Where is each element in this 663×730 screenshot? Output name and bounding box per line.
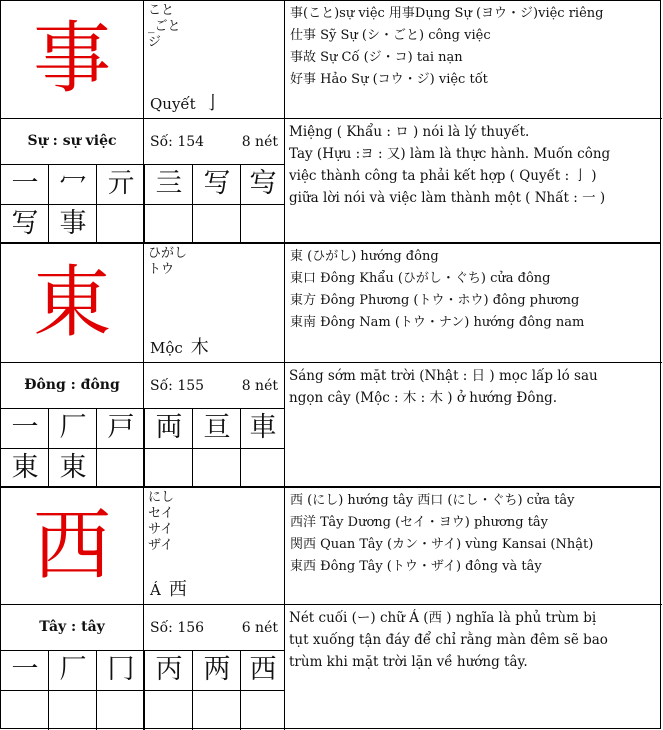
stroke-order-step: 亖 bbox=[155, 168, 183, 199]
vocabulary-list bbox=[285, 1, 662, 118]
stroke-order-step: 㝍 bbox=[249, 168, 277, 199]
stroke-count: 8 nét bbox=[241, 377, 278, 394]
stroke-order-step: 亓 bbox=[107, 168, 135, 199]
stroke-order-step: 事 bbox=[59, 208, 87, 239]
stroke-order-step: 戸 bbox=[107, 412, 135, 443]
mnemonic-explanation bbox=[285, 119, 662, 244]
radical-char: 亅 bbox=[203, 93, 222, 114]
reading-line: ジ bbox=[148, 35, 162, 50]
stroke-order-step: 一 bbox=[11, 168, 39, 199]
explanation-line: Sáng sớm mặt trời (Nhật : 日 ) mọc lấp ló sau bbox=[289, 368, 598, 384]
radical-label: Mộc bbox=[150, 339, 183, 357]
stroke-order-step: 亘 bbox=[203, 412, 231, 443]
vocab-line: 東方 Đông Phương (トウ・ホウ) đông phương bbox=[290, 293, 580, 308]
stroke-order-step: 写 bbox=[203, 168, 231, 199]
kanji-meaning: Sự : sự việc bbox=[27, 133, 117, 149]
kanji-character: 事 bbox=[32, 14, 111, 104]
explanation-line: giữa lời nói và việc làm thành một ( Nhất : 一 ) bbox=[289, 190, 606, 206]
radical bbox=[150, 93, 222, 114]
reading-line: こと bbox=[148, 3, 175, 18]
vocab-line: 東口 Đông Khẩu (ひがし・ぐち) cửa đông bbox=[290, 271, 551, 286]
kanji-number-row bbox=[144, 363, 284, 408]
stroke-order-step: 两 bbox=[203, 654, 231, 685]
vocab-line: 西洋 Tây Dương (セイ・ヨウ) phương tây bbox=[290, 515, 549, 530]
kanji-readings bbox=[144, 488, 284, 604]
reading-line: _ごと bbox=[148, 19, 181, 34]
radical bbox=[150, 579, 187, 600]
stroke-order-step: 厂 bbox=[59, 412, 87, 443]
kanji-readings bbox=[144, 244, 284, 362]
stroke-order-step: 東 bbox=[59, 452, 87, 483]
stroke-order-step: 西 bbox=[249, 654, 277, 685]
stroke-order-step: 冂 bbox=[107, 654, 135, 685]
stroke-order-step: 丙 bbox=[155, 654, 183, 685]
vocab-line: 仕事 Sỹ Sự (シ・ごと) công việc bbox=[290, 28, 491, 43]
explanation-line: việc thành công ta phải kết hợp ( Quyết : 亅 ) bbox=[289, 168, 597, 184]
vocab-line: 東西 Đông Tây (トウ・ザイ) đông và tây bbox=[290, 559, 542, 574]
stroke-order-step: 写 bbox=[11, 208, 39, 239]
vocab-line: 事(こと)sự việc 用事Dụng Sự (ヨウ・ジ)việc riêng bbox=[290, 6, 604, 21]
kanji-block bbox=[0, 487, 661, 729]
kanji-number: Số: 155 bbox=[150, 377, 205, 394]
vocab-line: 事故 Sự Cố (ジ・コ) tai nạn bbox=[290, 50, 463, 65]
divider bbox=[1, 690, 285, 691]
stroke-order-step: 厂 bbox=[59, 654, 87, 685]
explanation-line: Tay (Hựu :ヨ : 又) làm là thực hành. Muốn công bbox=[289, 146, 611, 162]
reading-line: ひがし bbox=[148, 246, 188, 261]
kanji-meaning: Tây : tây bbox=[39, 619, 105, 635]
explanation-line: Nét cuối (ー) chữ Á (西 ) nghĩa là phủ trùm bị bbox=[289, 610, 597, 626]
kanji-number: Số: 154 bbox=[150, 133, 205, 150]
kanji-block bbox=[0, 243, 661, 487]
stroke-count: 6 nét bbox=[241, 619, 278, 636]
reading-line: ザイ bbox=[148, 538, 174, 553]
reading-line: にし bbox=[148, 490, 175, 505]
vocabulary-list bbox=[285, 488, 662, 604]
reading-line: サイ bbox=[148, 522, 174, 537]
kanji-character: 東 bbox=[32, 258, 111, 348]
kanji-number: Số: 156 bbox=[150, 619, 205, 636]
radical bbox=[150, 337, 209, 358]
explanation-line: ngọn cây (Mộc : 木 : 木 ) ở hướng Đông. bbox=[289, 390, 558, 406]
stroke-order-step: 一 bbox=[11, 654, 39, 685]
mnemonic-explanation bbox=[285, 363, 662, 488]
radical-char: 木 bbox=[190, 337, 209, 358]
vocabulary-list bbox=[285, 244, 662, 362]
explanation-line: tụt xuống tận đáy để chỉ rằng màn đêm sẽ bao bbox=[289, 632, 608, 648]
reading-line: セイ bbox=[148, 506, 174, 521]
kanji-readings bbox=[144, 1, 284, 118]
explanation-line: trùm khi mặt trời lặn về hướng tây. bbox=[289, 654, 528, 670]
radical-label: Quyết bbox=[150, 95, 196, 113]
stroke-order-step: 東 bbox=[11, 452, 39, 483]
kanji-meaning: Đông : đông bbox=[24, 377, 120, 393]
kanji-character: 西 bbox=[32, 501, 111, 591]
kanji-block bbox=[0, 0, 661, 243]
vocab-line: 関西 Quan Tây (カン・サイ) vùng Kansai (Nhật) bbox=[290, 537, 594, 552]
stroke-order-step: 一 bbox=[11, 412, 39, 443]
stroke-count: 8 nét bbox=[241, 133, 278, 150]
vocab-line: 東南 Đông Nam (トウ・ナン) hướng đông nam bbox=[290, 315, 585, 330]
radical-char: 西 bbox=[168, 579, 187, 600]
reading-line: トウ bbox=[148, 262, 175, 277]
explanation-line: Miệng ( Khẩu : ロ ) nói là lý thuyết. bbox=[289, 124, 530, 140]
vocab-line: 東 (ひがし) hướng đông bbox=[290, 249, 439, 264]
stroke-order-step: 車 bbox=[249, 412, 277, 443]
vocab-line: 西 (にし) hướng tây 西口 (にし・ぐち) cửa tây bbox=[290, 493, 575, 508]
kanji-number-row bbox=[144, 119, 284, 164]
radical-label: Á bbox=[150, 581, 161, 599]
kanji-number-row bbox=[144, 605, 284, 650]
stroke-order-step: 両 bbox=[155, 412, 183, 443]
mnemonic-explanation bbox=[285, 605, 662, 730]
vocab-line: 好事 Hảo Sự (コウ・ジ) việc tốt bbox=[290, 72, 488, 87]
stroke-order-step: 冖 bbox=[59, 168, 87, 199]
